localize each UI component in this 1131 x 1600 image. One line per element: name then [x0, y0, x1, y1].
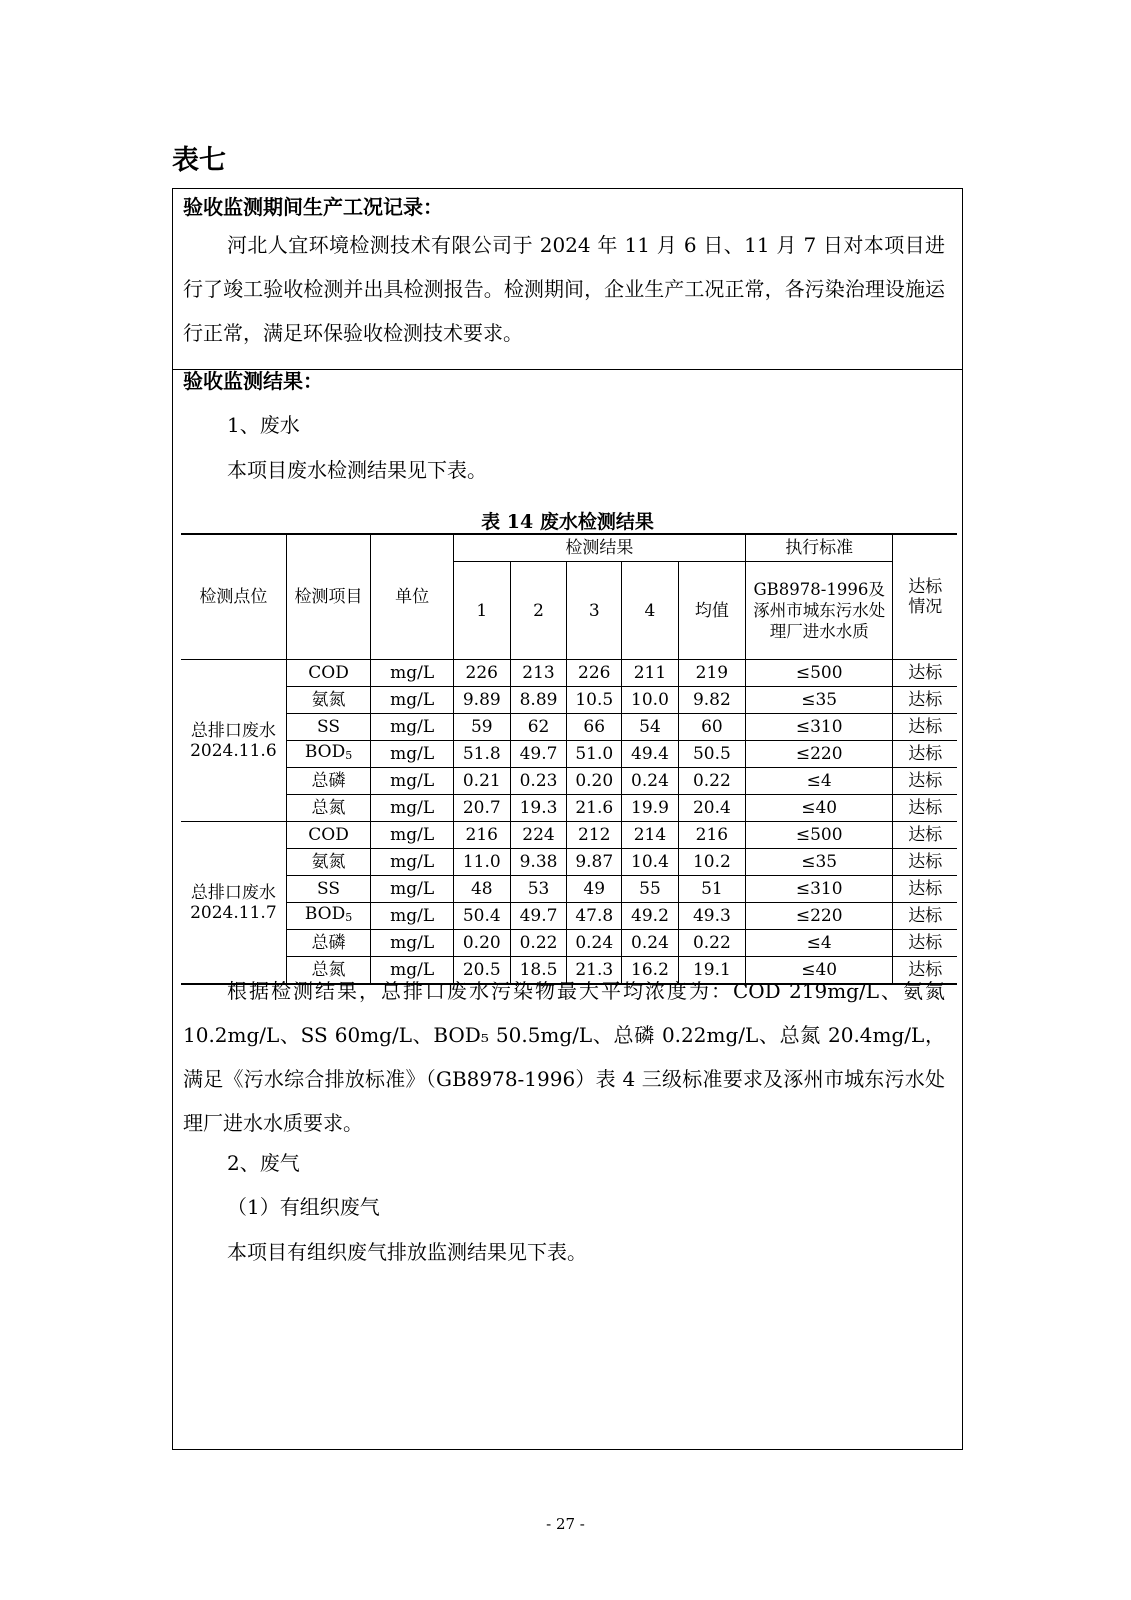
std-cell: ≤500	[745, 822, 893, 849]
v2-cell: 0.23	[510, 768, 567, 795]
v1-cell: 20.5	[453, 957, 510, 985]
item-cell	[286, 768, 371, 795]
std-cell: ≤310	[745, 876, 893, 903]
item-cell	[286, 795, 371, 822]
item-label: 总磷	[311, 771, 346, 791]
ok-cell: 达标	[893, 795, 957, 822]
v4-cell: 0.24	[622, 930, 679, 957]
v3-cell: 0.24	[567, 930, 622, 957]
item-label: 总磷	[311, 933, 346, 953]
item-label: BOD	[304, 742, 346, 762]
v4-cell: 0.24	[622, 768, 679, 795]
item-label: 氨氮	[311, 852, 346, 872]
table-row	[181, 930, 957, 957]
item-label: 总氮	[311, 960, 346, 980]
v2-cell: 49.7	[510, 741, 567, 768]
avg-cell: 51	[678, 876, 745, 903]
v2-cell: 49.7	[510, 903, 567, 930]
wastewater-conclusion: 根据检测结果，总排口废水污染物最大平均浓度为：COD 219mg/L、氨氮 10.2mg/L、SS 60mg/L、BOD₅ 50.5mg/L、总磷 0.22mg/L、总氮 20.4mg/L，满足《污水综合排放标准》（GB8978-1996）表 4 三级标准要求及涿州市城东污水处理厂进水水质要求。	[183, 979, 945, 1135]
header-point: 检测点位	[181, 534, 286, 660]
monitoring-results-title: 验收监测结果：	[183, 369, 323, 393]
std-cell: ≤220	[745, 903, 893, 930]
avg-cell: 10.2	[678, 849, 745, 876]
std-cell: ≤40	[745, 957, 893, 985]
item-cell	[286, 687, 371, 714]
v3-cell: 10.5	[567, 687, 622, 714]
item-cell	[286, 849, 371, 876]
exhaust-heading: 2、废气	[227, 1151, 300, 1175]
item-label: SS	[317, 717, 341, 737]
avg-cell: 50.5	[678, 741, 745, 768]
unit-cell: mg/L	[371, 876, 454, 903]
v1-cell: 20.7	[453, 795, 510, 822]
unit-cell: mg/L	[371, 849, 454, 876]
unit-cell: mg/L	[371, 795, 454, 822]
ok-cell: 达标	[893, 822, 957, 849]
header-r2: 2	[510, 562, 567, 660]
avg-cell: 20.4	[678, 795, 745, 822]
header-r4: 4	[622, 562, 679, 660]
header-standard-detail: GB8978-1996及涿州市城东污水处理厂进水水质	[745, 562, 893, 660]
item-label: 氨氮	[311, 690, 346, 710]
organized-exhaust-heading: （1）有组织废气	[227, 1195, 380, 1219]
production-status-paragraph: 河北人宜环境检测技术有限公司于 2024 年 11 月 6 日、11 月 7 日对本项目进行了竣工验收检测并出具检测报告。检测期间，企业生产工况正常，各污染治理设施运行正常，满足环保验收检测技术要求。	[183, 233, 945, 345]
v3-cell: 212	[567, 822, 622, 849]
v3-cell: 51.0	[567, 741, 622, 768]
table-row	[181, 768, 957, 795]
v1-cell: 0.20	[453, 930, 510, 957]
v3-cell: 226	[567, 660, 622, 687]
avg-cell: 0.22	[678, 768, 745, 795]
item-cell	[286, 660, 371, 687]
item-cell	[286, 876, 371, 903]
ok-cell: 达标	[893, 687, 957, 714]
std-cell: ≤40	[745, 795, 893, 822]
unit-cell: mg/L	[371, 741, 454, 768]
v4-cell: 211	[622, 660, 679, 687]
v3-cell: 0.20	[567, 768, 622, 795]
table-row	[181, 714, 957, 741]
v4-cell: 19.9	[622, 795, 679, 822]
unit-cell: mg/L	[371, 903, 454, 930]
v4-cell: 55	[622, 876, 679, 903]
ok-cell: 达标	[893, 876, 957, 903]
v4-cell: 10.4	[622, 849, 679, 876]
std-cell: ≤35	[745, 849, 893, 876]
std-cell: ≤310	[745, 714, 893, 741]
v2-cell: 0.22	[510, 930, 567, 957]
avg-cell: 0.22	[678, 930, 745, 957]
item-label: BOD	[304, 904, 346, 924]
v4-cell: 49.4	[622, 741, 679, 768]
avg-cell: 49.3	[678, 903, 745, 930]
point-name: 总排口废水	[190, 720, 276, 741]
ok-cell: 达标	[893, 768, 957, 795]
table-caption: 表 14 废水检测结果	[481, 511, 654, 533]
v3-cell: 49	[567, 876, 622, 903]
header-unit: 单位	[371, 534, 454, 660]
point-cell	[181, 660, 286, 822]
point-cell	[181, 822, 286, 985]
wastewater-heading: 1、废水	[227, 413, 300, 437]
unit-cell: mg/L	[371, 714, 454, 741]
v3-cell: 66	[567, 714, 622, 741]
header-avg: 均值	[678, 562, 745, 660]
point-date: 2024.11.7	[190, 902, 277, 923]
v2-cell: 62	[510, 714, 567, 741]
point-name: 总排口废水	[190, 882, 276, 903]
v4-cell: 10.0	[622, 687, 679, 714]
v1-cell: 11.0	[453, 849, 510, 876]
avg-cell: 9.82	[678, 687, 745, 714]
v3-cell: 21.3	[567, 957, 622, 985]
v1-cell: 48	[453, 876, 510, 903]
wastewater-results-table	[181, 533, 957, 985]
wastewater-intro: 本项目废水检测结果见下表。	[227, 458, 487, 482]
v2-cell: 9.38	[510, 849, 567, 876]
v2-cell: 19.3	[510, 795, 567, 822]
item-cell	[286, 930, 371, 957]
v2-cell: 213	[510, 660, 567, 687]
table-row	[181, 903, 957, 930]
table-row	[181, 876, 957, 903]
std-cell: ≤500	[745, 660, 893, 687]
item-cell	[286, 714, 371, 741]
table-row	[181, 660, 957, 687]
item-label: COD	[308, 825, 349, 845]
v1-cell: 216	[453, 822, 510, 849]
avg-cell: 216	[678, 822, 745, 849]
avg-cell: 60	[678, 714, 745, 741]
item-label: COD	[308, 663, 349, 683]
v3-cell: 47.8	[567, 903, 622, 930]
item-label: SS	[317, 879, 341, 899]
header-r3: 3	[567, 562, 622, 660]
ok-cell: 达标	[893, 930, 957, 957]
unit-cell: mg/L	[371, 768, 454, 795]
v1-cell: 226	[453, 660, 510, 687]
header-compliance: 达标情况	[893, 534, 957, 660]
item-cell	[286, 903, 371, 930]
unit-cell: mg/L	[371, 687, 454, 714]
production-status-title: 验收监测期间生产工况记录：	[183, 195, 443, 219]
ok-cell: 达标	[893, 714, 957, 741]
header-standard: 执行标准	[745, 534, 893, 562]
point-date: 2024.11.6	[190, 740, 277, 761]
exhaust-intro: 本项目有组织废气排放监测结果见下表。	[227, 1240, 587, 1264]
table-row	[181, 687, 957, 714]
table-row	[181, 795, 957, 822]
v2-cell: 18.5	[510, 957, 567, 985]
v4-cell: 16.2	[622, 957, 679, 985]
v1-cell: 50.4	[453, 903, 510, 930]
unit-cell: mg/L	[371, 822, 454, 849]
std-cell: ≤4	[745, 768, 893, 795]
v3-cell: 21.6	[567, 795, 622, 822]
v1-cell: 0.21	[453, 768, 510, 795]
report-frame	[172, 188, 963, 1450]
header-item: 检测项目	[286, 534, 371, 660]
v1-cell: 59	[453, 714, 510, 741]
ok-cell: 达标	[893, 849, 957, 876]
table-row	[181, 741, 957, 768]
v4-cell: 54	[622, 714, 679, 741]
item-cell	[286, 822, 371, 849]
unit-cell: mg/L	[371, 930, 454, 957]
ok-cell: 达标	[893, 903, 957, 930]
ok-cell: 达标	[893, 660, 957, 687]
item-subscript: 5	[345, 749, 353, 762]
v2-cell: 53	[510, 876, 567, 903]
v1-cell: 9.89	[453, 687, 510, 714]
page-heading: 表七	[172, 145, 226, 176]
std-cell: ≤4	[745, 930, 893, 957]
avg-cell: 19.1	[678, 957, 745, 985]
v2-cell: 8.89	[510, 687, 567, 714]
ok-cell: 达标	[893, 741, 957, 768]
page-number: - 27 -	[546, 1515, 585, 1533]
ok-cell: 达标	[893, 957, 957, 985]
v4-cell: 49.2	[622, 903, 679, 930]
unit-cell: mg/L	[371, 957, 454, 985]
v1-cell: 51.8	[453, 741, 510, 768]
header-results: 检测结果	[453, 534, 745, 562]
v4-cell: 214	[622, 822, 679, 849]
v3-cell: 9.87	[567, 849, 622, 876]
avg-cell: 219	[678, 660, 745, 687]
item-label: 总氮	[311, 798, 346, 818]
table-row	[181, 822, 957, 849]
unit-cell: mg/L	[371, 660, 454, 687]
item-subscript: 5	[345, 911, 353, 924]
table-row	[181, 849, 957, 876]
table-body	[181, 660, 957, 985]
std-cell: ≤35	[745, 687, 893, 714]
header-r1: 1	[453, 562, 510, 660]
std-cell: ≤220	[745, 741, 893, 768]
v2-cell: 224	[510, 822, 567, 849]
item-cell	[286, 741, 371, 768]
